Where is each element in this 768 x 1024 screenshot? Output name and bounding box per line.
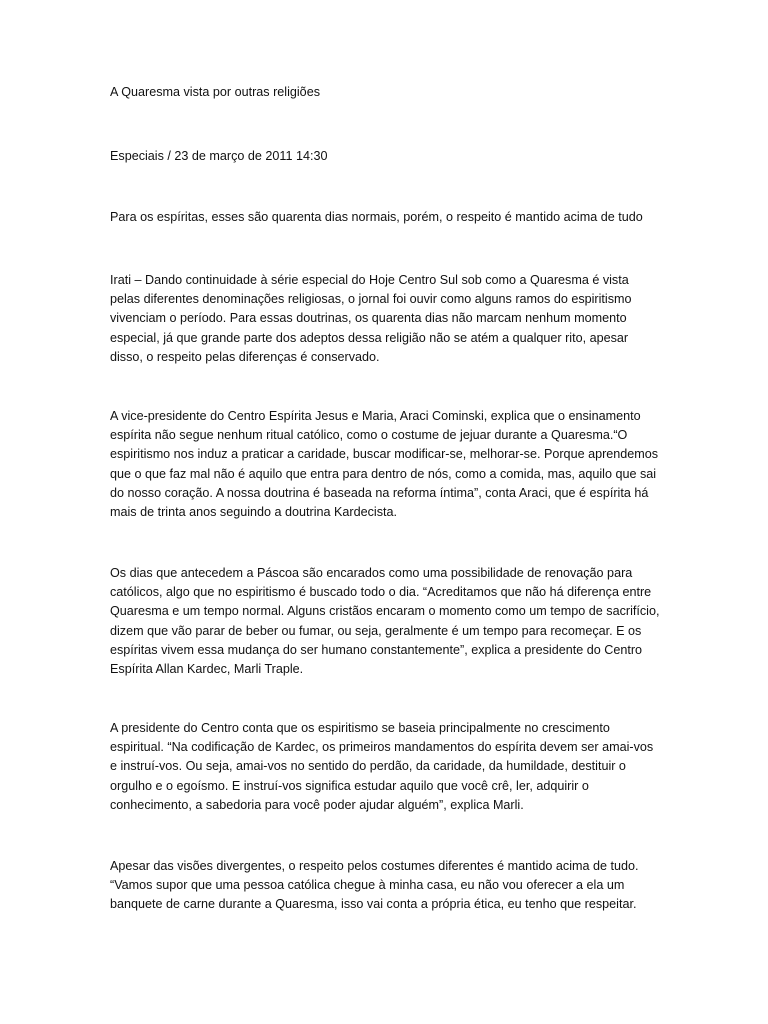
document-subtitle: Para os espíritas, esses são quarenta dias normais, porém, o respeito é mantido acima de tudo xyxy=(110,210,643,224)
document-title: A Quaresma vista por outras religiões xyxy=(110,85,320,99)
paragraph-3: Os dias que antecedem a Páscoa são encarados como uma possibilidade de renovação para católicos, algo que no espiritismo é buscado todo o dia. “Acreditamos que não há diferença entre Quaresma e um tempo normal. Alguns cristãos encaram o momento como um tempo de sacrifício, dizem que vão parar de beber ou fumar, ou seja, geralmente é um tempo para recomeçar. E os espíritas vivem essa mudança do ser humano constantemente”, explica a presidente do Centro Espírita Allan Kardec, Marli Traple. xyxy=(110,566,660,677)
paragraph-2: A vice-presidente do Centro Espírita Jesus e Maria, Araci Cominski, explica que o ensinamento espírita não segue nenhum ritual católico, como o costume de jejuar durante a Quaresma.“O espiritismo nos induz a praticar a caridade, buscar modificar-se, melhorar-se. Porque aprendemos que o que faz mal não é aquilo que entra para dentro de nós, como a comida, mas, aquilo que sai do nosso coração. A nossa doutrina é baseada na reforma íntima”, conta Araci, que é espírita há mais de trinta anos seguindo a doutrina Kardecista. xyxy=(110,409,659,520)
paragraph-5: Apesar das visões divergentes, o respeito pelos costumes diferentes é mantido acima de tudo. “Vamos supor que uma pessoa católica chegue à minha casa, eu não vou oferecer a ela um banquete de carne durante a Quaresma, isso vai conta a própria ética, eu tenho que respeitar. xyxy=(110,859,639,912)
document-meta: Especiais / 23 de março de 2011 14:30 xyxy=(110,149,328,163)
paragraph-1: Irati – Dando continuidade à série especial do Hoje Centro Sul sob como a Quaresma é vista pelas diferentes denominações religiosas, o jornal foi ouvir como alguns ramos do espiritismo vivenciam o período. Para essas doutrinas, os quarenta dias não marcam nenhum momento especial, já que grande parte dos adeptos dessa religião não se atém a qualquer rito, apesar disso, o respeito pelas diferenças é conservado. xyxy=(110,273,632,364)
paragraph-4: A presidente do Centro conta que os espiritismo se baseia principalmente no crescimento espiritual. “Na codificação de Kardec, os primeiros mandamentos do espírita devem ser amai-vos e instruí-vos. Ou seja, amai-vos no sentido do perdão, da caridade, da humildade, destituir o orgulho e o egoísmo. E instruí-vos significa estudar aquilo que você crê, ler, adquirir o conhecimento, a sabedoria para você poder ajudar alguém”, explica Marli. xyxy=(110,721,654,812)
